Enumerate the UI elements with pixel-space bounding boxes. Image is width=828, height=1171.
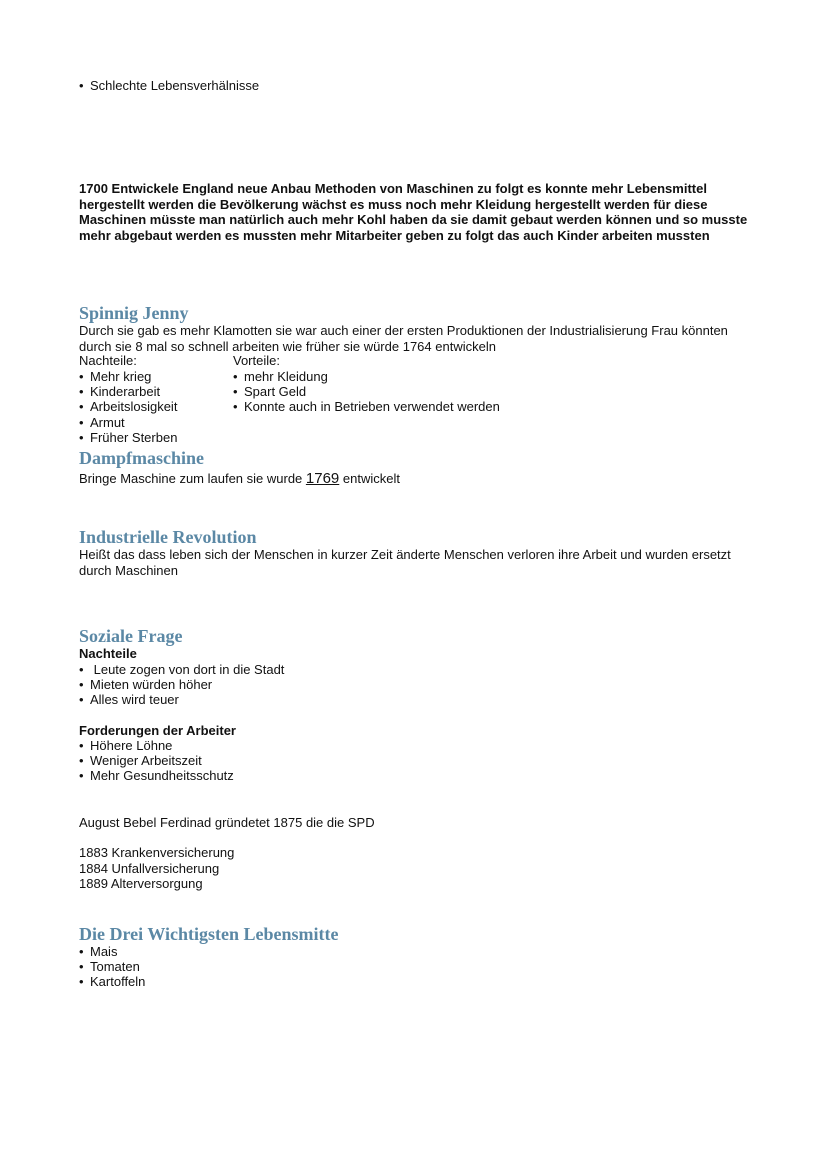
dampf-year: 1769: [305, 470, 340, 487]
list-item: • Arbeitslosigkeit: [79, 399, 177, 414]
list-item: • Weniger Arbeitszeit: [79, 753, 234, 768]
list-item: • Armut: [79, 415, 177, 430]
vorteile-label: Vorteile:: [233, 353, 280, 368]
dampfmaschine-heading: Dampfmaschine: [79, 448, 204, 468]
list-item: • Mais: [79, 944, 145, 959]
spinning-jenny-heading: Spinnig Jenny: [79, 303, 189, 323]
date-line-1883: 1883 Krankenversicherung: [79, 845, 235, 860]
dampf-text-after: entwickelt: [339, 471, 400, 486]
nachteile-label: Nachteile:: [79, 353, 137, 368]
spinning-jenny-text: Durch sie gab es mehr Klamotten sie war auch einer der ersten Produktionen der Industrialisierung Frau könnten durch sie 8 mal so schnell arbeiten wie früher sie würde 1764 entwickeln: [79, 323, 728, 354]
date-line-1889: 1889 Alterversorgung: [79, 876, 203, 891]
top-list: [79, 78, 259, 93]
forderungen-list: [79, 738, 234, 784]
soziale-frage-heading: Soziale Frage: [79, 626, 183, 646]
list-item: • Leute zogen von dort in die Stadt: [79, 662, 284, 677]
list-item: • Schlechte Lebensverhälnisse: [79, 78, 259, 93]
soziale-nachteile-label: Nachteile: [79, 646, 137, 661]
list-item: • Früher Sterben: [79, 430, 177, 445]
vorteile-list: [233, 369, 500, 415]
revolution-heading: Industrielle Revolution: [79, 527, 257, 547]
list-item: • Mehr krieg: [79, 369, 177, 384]
dampfmaschine-text: [79, 471, 400, 487]
list-item: • Mehr Gesundheitsschutz: [79, 768, 234, 783]
soziale-nachteile-list: [79, 662, 284, 708]
list-item: • Höhere Löhne: [79, 738, 234, 753]
nachteile-list: [79, 369, 177, 445]
list-item: • Kinderarbeit: [79, 384, 177, 399]
lebensmittel-heading: Die Drei Wichtigsten Lebensmitte: [79, 924, 339, 944]
intro-paragraph: 1700 Entwickele England neue Anbau Methoden von Maschinen zu folgt es konnte mehr Lebensmittel hergestellt werden die Bevölkerung wächst es muss noch mehr Kleidung hergestellt werden für diese Maschinen müsste man natürlich auch mehr Kohl haben da sie damit gebaut werden können und so musste mehr abgebaut werden es mussten mehr Mitarbeiter geben zu folgt das auch Kinder arbeiten mussten: [79, 181, 748, 243]
lebensmittel-list: [79, 944, 145, 990]
list-item: • Kartoffeln: [79, 974, 145, 989]
list-item: • Tomaten: [79, 959, 145, 974]
list-item: • Mieten würden höher: [79, 677, 284, 692]
dampf-text-before: Bringe Maschine zum laufen sie wurde: [79, 471, 306, 486]
bebel-line: August Bebel Ferdinad gründetet 1875 die die SPD: [79, 815, 375, 830]
date-line-1884: 1884 Unfallversicherung: [79, 861, 220, 876]
revolution-text: Heißt das dass leben sich der Menschen in kurzer Zeit änderte Menschen verloren ihre Arbeit und wurden ersetzt durch Maschinen: [79, 547, 731, 578]
forderungen-label: Forderungen der Arbeiter: [79, 723, 236, 738]
list-item: • Alles wird teuer: [79, 692, 284, 707]
list-item: • Konnte auch in Betrieben verwendet werden: [233, 399, 500, 414]
list-item: • mehr Kleidung: [233, 369, 500, 384]
list-item: • Spart Geld: [233, 384, 500, 399]
